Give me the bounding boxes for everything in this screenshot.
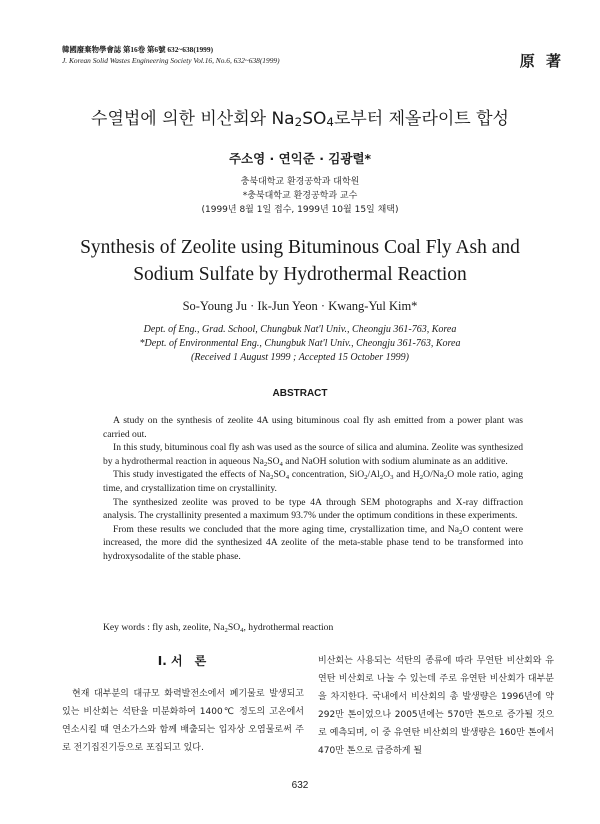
abstract-heading: ABSTRACT [272, 388, 328, 399]
english-affiliations [0, 323, 600, 365]
abstract-body [103, 414, 523, 564]
english-title [0, 234, 600, 288]
section-title-introduction: Ⅰ. 서 론 [157, 654, 207, 668]
english-affiliation-1: Dept. of Eng., Grad. School, Chungbuk Nat'l Univ., Cheongju 361-763, Korea [143, 324, 457, 335]
abstract-paragraph: In this study, bituminous coal fly ash was used as the source of silica and alumina. Zeolite was synthesized by a hydrothermal reaction in aqueous $Na_2SO_4$ and NaOH solution with sodium aluminate as an additive. [103, 442, 523, 468]
english-title-line-1: Synthesis of Zeolite using Bituminous Coal Fly Ash and [80, 237, 520, 258]
keywords: Key words : fly ash, zeolite, $Na_2SO_4$, hydrothermal reaction [103, 622, 334, 634]
korean-authors: 주소영 · 연익준 · 김광렬* [228, 151, 372, 166]
body-text-left-column: 현재 대부분의 대규모 화력발전소에서 폐기물로 발생되고 있는 비산회는 석탄을 미분화하여 1400℃ 정도의 고온에서 연소시킬 때 연소가스와 함께 배출되는 입자상 오염물로써 주로 전기집진기등으로 포집되고 있다. [62, 689, 304, 753]
journal-line-english: J. Korean Solid Wastes Engineering Society Vol.16, No.6, 632~638(1999) [62, 56, 280, 65]
english-title-line-2: Sodium Sulfate by Hydrothermal Reaction [133, 264, 467, 285]
abstract-paragraph: From these results we concluded that the more aging time, crystallization time, and $Na_2O$ content were increased, the more did the synthesized 4A zeolite of the meta-stable phase tend to be transformed into hydroxysodalite of the stable phase. [103, 523, 523, 562]
english-received: (Received 1 August 1999 ; Accepted 15 October 1999) [191, 352, 409, 363]
korean-affiliation-1: 충북대학교 환경공학과 대학원 [240, 177, 360, 187]
page-number: 632 [291, 780, 309, 791]
article-type-badge: 原 著 [519, 52, 564, 70]
abstract-paragraph: The synthesized zeolite was proved to be type 4A through SEM photographs and X-ray diffraction analysis. The crystallinity presented a maximum 93.7% under the optimum conditions in these experiments. [103, 496, 523, 522]
journal-header [62, 44, 280, 66]
abstract-paragraph: This study investigated the effects of $Na_2SO_4$ concentration, $SiO_2/Al_2O_3$ and $H_2O/Na_2O$ mole ratio, aging time, and crystallization time on crystallinity. [103, 469, 523, 494]
korean-title: 수열법에 의한 비산회와 $Na_2SO_4$로부터 제올라이트 합성 [91, 109, 509, 129]
korean-received: (1999년 8월 1일 접수, 1999년 10월 15일 채택) [201, 205, 399, 215]
body-text-right-column: 비산회는 사용되는 석탄의 종류에 따라 무연탄 비산회와 유연탄 비산회로 나눌 수 있는데 주로 유연탄 비산회가 대부분을 차지한다. 국내에서 비산회의 총 발생량은 1996년에 약 292만 톤이었으나 2005년에는 570만 톤으로 증가될 것으로 예측되며, 이 중 유연탄 비산회의 발생량은 160만 톤에서 470만 톤으로 급증하게 될 [318, 656, 554, 756]
abstract-paragraph: A study on the synthesis of zeolite 4A using bituminous coal fly ash emitted from a power plant was carried out. [103, 415, 523, 440]
korean-affiliation-2: *충북대학교 환경공학과 교수 [242, 191, 358, 201]
journal-line-korean: 韓國廢棄物學會誌 第16卷 第6號 632~638(1999) [62, 45, 214, 54]
english-authors: So-Young Ju · Ik-Jun Yeon · Kwang-Yul Kim* [182, 299, 418, 313]
english-affiliation-2: *Dept. of Environmental Eng., Chungbuk Nat'l Univ., Cheongju 361-763, Korea [139, 338, 461, 349]
